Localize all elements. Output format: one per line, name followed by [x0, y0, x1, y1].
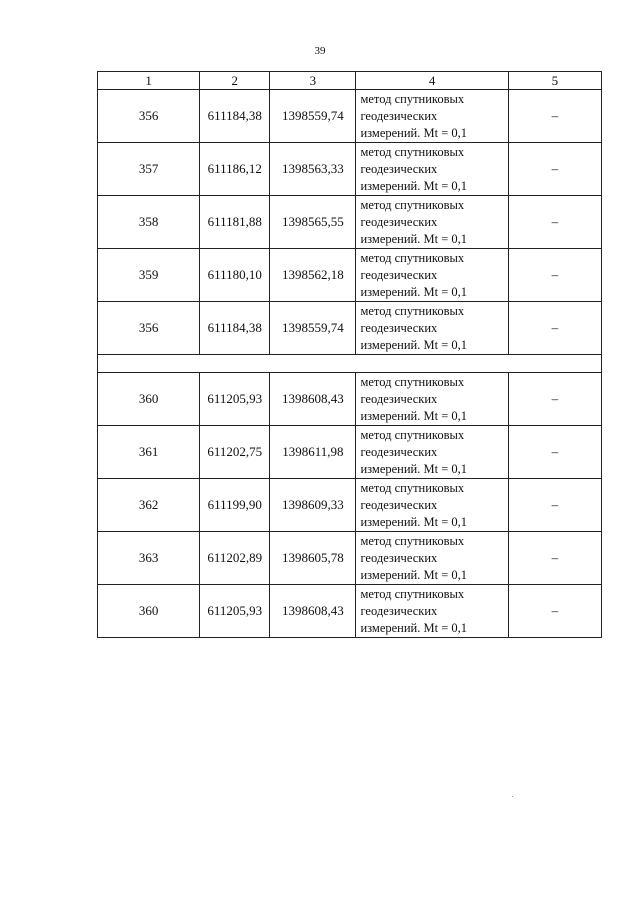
point-number-cell: 356 — [98, 302, 200, 355]
method-line: измерений. Mt = 0,1 — [360, 408, 468, 423]
y-coordinate-cell: 1398611,98 — [270, 426, 356, 479]
method-line: геодезических — [360, 267, 438, 282]
method-line: измерений. Mt = 0,1 — [360, 620, 468, 635]
point-number-cell: 359 — [98, 249, 200, 302]
point-number-cell: 363 — [98, 532, 200, 585]
note-cell: – — [508, 90, 601, 143]
page-number: 39 — [314, 45, 326, 57]
x-coordinate-cell: 611181,88 — [200, 196, 270, 249]
x-coordinate-cell: 611205,93 — [200, 585, 270, 638]
point-number-cell: 361 — [98, 426, 200, 479]
y-coordinate-cell: 1398559,74 — [270, 302, 356, 355]
note-cell: – — [508, 532, 601, 585]
method-line: измерений. Mt = 0,1 — [360, 337, 468, 352]
table-row — [98, 373, 602, 426]
note-cell: – — [508, 373, 601, 426]
y-coordinate-cell: 1398605,78 — [270, 532, 356, 585]
method-line: геодезических — [360, 214, 438, 229]
table-row — [98, 143, 602, 196]
method-cell — [356, 585, 508, 638]
x-coordinate-cell: 611184,38 — [200, 90, 270, 143]
method-line: измерений. Mt = 0,1 — [360, 461, 468, 476]
y-coordinate-cell: 1398562,18 — [270, 249, 356, 302]
header-cell-5: 5 — [508, 72, 601, 90]
method-line: геодезических — [360, 161, 438, 176]
method-line: метод спутниковых — [360, 250, 465, 265]
point-number-cell: 357 — [98, 143, 200, 196]
method-line: геодезических — [360, 108, 438, 123]
method-cell — [356, 302, 508, 355]
coordinates-table — [97, 71, 602, 638]
point-number-cell: 360 — [98, 585, 200, 638]
method-line: метод спутниковых — [360, 144, 465, 159]
table-row — [98, 479, 602, 532]
method-line: геодезических — [360, 444, 438, 459]
point-number-cell: 358 — [98, 196, 200, 249]
method-line: измерений. Mt = 0,1 — [360, 125, 468, 140]
table-row — [98, 249, 602, 302]
x-coordinate-cell: 611180,10 — [200, 249, 270, 302]
method-line: измерений. Mt = 0,1 — [360, 514, 468, 529]
method-cell — [356, 532, 508, 585]
header-cell-3: 3 — [270, 72, 356, 90]
method-line: метод спутниковых — [360, 374, 465, 389]
note-cell: – — [508, 479, 601, 532]
point-number-cell: 360 — [98, 373, 200, 426]
header-cell-1: 1 — [98, 72, 200, 90]
method-line: метод спутниковых — [360, 533, 465, 548]
x-coordinate-cell: 611186,12 — [200, 143, 270, 196]
method-line: геодезических — [360, 603, 438, 618]
table-row — [98, 302, 602, 355]
y-coordinate-cell: 1398609,33 — [270, 479, 356, 532]
method-line: измерений. Mt = 0,1 — [360, 178, 468, 193]
note-cell: – — [508, 585, 601, 638]
method-line: геодезических — [360, 320, 438, 335]
separator-cell — [98, 355, 602, 373]
method-line: геодезических — [360, 391, 438, 406]
header-row — [98, 72, 602, 90]
note-cell: – — [508, 143, 601, 196]
method-line: геодезических — [360, 497, 438, 512]
method-line: метод спутниковых — [360, 427, 465, 442]
method-cell — [356, 196, 508, 249]
x-coordinate-cell: 611205,93 — [200, 373, 270, 426]
table-body — [98, 90, 602, 638]
table-row — [98, 90, 602, 143]
method-line: метод спутниковых — [360, 197, 465, 212]
y-coordinate-cell: 1398608,43 — [270, 585, 356, 638]
x-coordinate-cell: 611199,90 — [200, 479, 270, 532]
x-coordinate-cell: 611202,89 — [200, 532, 270, 585]
table-row — [98, 532, 602, 585]
scan-speck — [512, 796, 513, 797]
point-number-cell: 362 — [98, 479, 200, 532]
note-cell: – — [508, 249, 601, 302]
note-cell: – — [508, 196, 601, 249]
y-coordinate-cell: 1398565,55 — [270, 196, 356, 249]
method-line: измерений. Mt = 0,1 — [360, 284, 468, 299]
y-coordinate-cell: 1398608,43 — [270, 373, 356, 426]
header-cell-4: 4 — [356, 72, 508, 90]
note-cell: – — [508, 302, 601, 355]
method-line: измерений. Mt = 0,1 — [360, 567, 468, 582]
method-cell — [356, 143, 508, 196]
note-cell: – — [508, 426, 601, 479]
method-cell — [356, 479, 508, 532]
method-cell — [356, 426, 508, 479]
table-row — [98, 585, 602, 638]
method-line: метод спутниковых — [360, 303, 465, 318]
method-line: метод спутниковых — [360, 586, 465, 601]
x-coordinate-cell: 611202,75 — [200, 426, 270, 479]
method-line: измерений. Mt = 0,1 — [360, 231, 468, 246]
header-cell-2: 2 — [200, 72, 270, 90]
method-cell — [356, 249, 508, 302]
y-coordinate-cell: 1398563,33 — [270, 143, 356, 196]
method-line: метод спутниковых — [360, 480, 465, 495]
point-number-cell: 356 — [98, 90, 200, 143]
method-line: метод спутниковых — [360, 91, 465, 106]
method-cell — [356, 373, 508, 426]
separator-row — [98, 355, 602, 373]
method-cell — [356, 90, 508, 143]
table-row — [98, 426, 602, 479]
y-coordinate-cell: 1398559,74 — [270, 90, 356, 143]
method-line: геодезических — [360, 550, 438, 565]
x-coordinate-cell: 611184,38 — [200, 302, 270, 355]
table-row — [98, 196, 602, 249]
